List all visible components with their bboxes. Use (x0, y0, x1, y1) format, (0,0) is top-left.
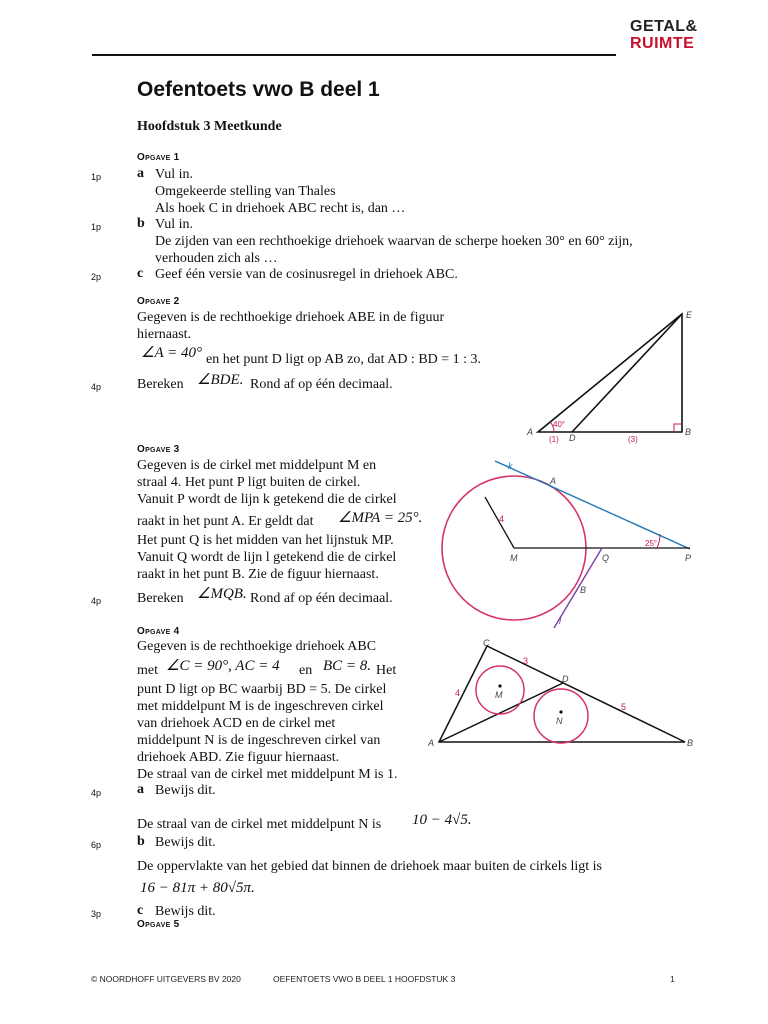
header-rule (92, 54, 616, 56)
opgave-2-label: Opgave 2 (137, 296, 180, 307)
footer-page-number: 1 (670, 974, 675, 984)
opgave-4-line-10: De oppervlakte van het gebied dat binnen de driehoek maar buiten de cirkels ligt is (137, 859, 602, 874)
length-5-label: 5 (621, 702, 627, 712)
opgave-1b-points: 1p (91, 222, 102, 232)
label-k: k (508, 461, 513, 471)
footer-copyright: © NOORDHOFF UITGEVERS BV 2020 (91, 974, 241, 984)
chapter-heading: Hoofdstuk 3 Meetkunde (137, 119, 282, 134)
opgave-1b-line-3: verhouden zich als … (155, 251, 278, 266)
opgave-3-line-4: raakt in het punt A. Er geldt dat (137, 514, 314, 529)
opgave-3-line-3: Vanuit P wordt de lijn k getekend die de cirkel (137, 492, 397, 507)
angle-40-label: 40° (553, 420, 566, 429)
triangle-abe (538, 314, 682, 432)
opgave-4c-letter: c (137, 903, 144, 918)
opgave-2-bereken-expression: ∠BDE. (197, 372, 244, 388)
opgave-4-line-6: middelpunt N is de ingeschreven cirkel van (137, 733, 381, 748)
opgave-4-line-2c: Het (376, 663, 397, 678)
label-b: B (687, 738, 694, 748)
angle-25-label: 25° (645, 539, 658, 548)
opgave-3-label: Opgave 3 (137, 444, 180, 455)
opgave-1c-points: 2p (91, 272, 102, 282)
opgave-3-bereken-rest: Rond af op één decimaal. (250, 591, 393, 606)
label-l: l (559, 616, 561, 626)
segment-3-label: (3) (628, 435, 638, 444)
opgave-4-label: Opgave 4 (137, 626, 180, 637)
segment-1-label: (1) (549, 435, 559, 444)
opgave-1b-line-2: De zijden van een rechthoekige driehoek waarvan de scherpe hoeken 30° en 60° zijn, (155, 234, 633, 249)
opgave-3-line-7: raakt in het punt B. Zie de figuur hiernaast. (137, 567, 379, 582)
opgave-5-label: Opgave 5 (137, 919, 180, 930)
opgave-1a-line-1: Vul in. (155, 167, 194, 182)
opgave-1a-line-2: Omgekeerde stelling van Thales (155, 184, 336, 199)
label-m: M (495, 690, 503, 700)
label-a: A (428, 738, 435, 748)
opgave-1-label: Opgave 1 (137, 152, 180, 163)
opgave-4-line-8: De straal van de cirkel met middelpunt M is 1. (137, 767, 398, 782)
opgave-2-angle-expression: ∠A = 40° (141, 345, 202, 361)
opgave-4a-points: 4p (91, 788, 102, 798)
point-m (498, 684, 501, 687)
opgave-3-bereken-expression: ∠MQB. (197, 586, 247, 602)
tangent-line-l (554, 548, 602, 628)
opgave-3-line-5: Het punt Q is het midden van het lijnstuk MP. (137, 533, 394, 548)
page-title: Oefentoets vwo B deel 1 (137, 78, 380, 101)
opgave-2-line-2: hiernaast. (137, 327, 192, 342)
tangent-line-k (495, 461, 690, 549)
opgave-3-figure (440, 452, 705, 632)
label-a: A (527, 427, 534, 437)
opgave-4-line-4: met middelpunt M is de ingeschreven cirkel (137, 699, 384, 714)
label-p: P (685, 553, 692, 563)
opgave-1b-line-1: Vul in. (155, 217, 194, 232)
label-b: B (580, 585, 587, 595)
label-n: N (556, 716, 563, 726)
logo-line-1: GETAL& (630, 18, 698, 35)
length-3-label: 3 (523, 656, 529, 666)
opgave-4-line-2b: en (299, 663, 313, 678)
label-m: M (510, 553, 518, 563)
opgave-1a-points: 1p (91, 172, 102, 182)
opgave-1a-letter: a (137, 166, 144, 181)
opgave-3-angle-expression: ∠MPA = 25°. (338, 510, 423, 526)
opgave-4-line-9: De straal van de cirkel met middelpunt N is (137, 817, 382, 832)
logo-line-2: RUIMTE (630, 35, 695, 52)
opgave-4b-letter: b (137, 834, 145, 849)
opgave-4-given-expression-2: BC = 8. (323, 658, 372, 674)
opgave-4-line-1: Gegeven is de rechthoekige driehoek ABC (137, 639, 377, 654)
label-a: A (550, 476, 557, 486)
opgave-2-points: 4p (91, 382, 102, 392)
label-b: B (685, 427, 692, 437)
opgave-3-line-1: Gegeven is de cirkel met middelpunt M en (137, 458, 377, 473)
opgave-2-line-3: en het punt D ligt op AB zo, dat AD : BD = 1 : 3. (206, 352, 482, 367)
label-c: C (483, 638, 490, 648)
opgave-4-line-5: van driehoek ACD en de cirkel met (137, 716, 336, 731)
opgave-3-points: 4p (91, 596, 102, 606)
opgave-4b-points: 6p (91, 840, 102, 850)
opgave-4-line-3: punt D ligt op BC waarbij BD = 5. De cirkel (137, 682, 387, 697)
opgave-4-line-2a: met (137, 663, 158, 678)
opgave-4a-letter: a (137, 782, 144, 797)
opgave-2-bereken: Bereken (137, 377, 184, 392)
opgave-4-figure (425, 634, 705, 752)
right-angle-mark (674, 424, 682, 432)
label-d: D (562, 674, 569, 684)
opgave-4a-text: Bewijs dit. (155, 783, 216, 798)
length-4-label: 4 (455, 688, 461, 698)
opgave-3-bereken: Bereken (137, 591, 184, 606)
angle-arc-p (657, 534, 660, 548)
opgave-1a-line-3: Als hoek C in driehoek ABC recht is, dan … (155, 201, 406, 216)
label-q: Q (602, 553, 610, 563)
point-n (559, 710, 562, 713)
opgave-3-line-2: straal 4. Het punt P ligt buiten de cirkel. (137, 475, 361, 490)
opgave-3-line-6: Vanuit Q wordt de lijn l getekend die de cirkel (137, 550, 397, 565)
opgave-2-figure (520, 304, 700, 446)
opgave-2-bereken-rest: Rond af op één decimaal. (250, 377, 393, 392)
opgave-4-area-expression: 16 − 81π + 80√5π. (140, 880, 255, 896)
opgave-4-line-7: driehoek ABD. Zie figuur hiernaast. (137, 750, 340, 765)
opgave-2-line-1: Gegeven is de rechthoekige driehoek ABE in de figuur (137, 310, 445, 325)
opgave-1c-letter: c (137, 266, 144, 281)
opgave-4-given-expression: ∠C = 90°, AC = 4 (166, 658, 280, 674)
opgave-4c-points: 3p (91, 909, 102, 919)
footer-document: OEFENTOETS VWO B DEEL 1 HOOFDSTUK 3 (273, 974, 456, 984)
opgave-4-radius-expression: 10 − 4√5. (412, 812, 472, 828)
opgave-1c-line-1: Geef één versie van de cosinusregel in driehoek ABC. (155, 267, 458, 282)
opgave-1b-letter: b (137, 216, 145, 231)
opgave-4b-text: Bewijs dit. (155, 835, 216, 850)
label-d: D (569, 433, 576, 443)
publisher-logo (630, 18, 698, 52)
label-e: E (686, 310, 693, 320)
segment-de (572, 314, 682, 432)
opgave-4c-text: Bewijs dit. (155, 904, 216, 919)
radius-4-label: 4 (499, 514, 505, 524)
